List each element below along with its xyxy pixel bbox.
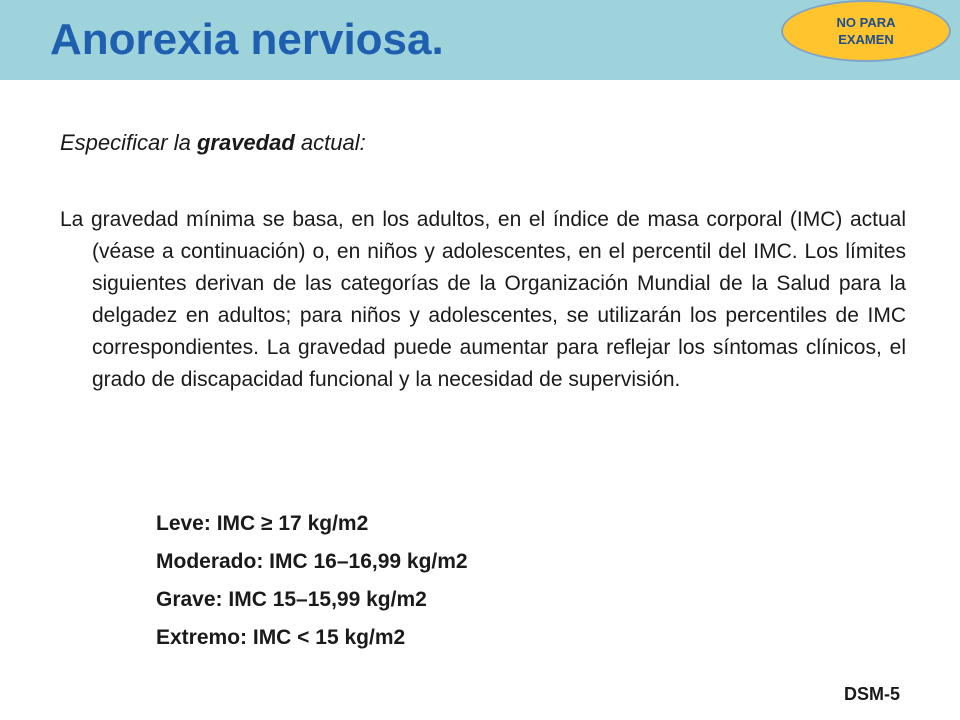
badge-label: NO PARA EXAMEN xyxy=(836,15,896,47)
severity-levels-list xyxy=(156,505,468,657)
source-label: DSM-5 xyxy=(843,684,900,704)
severity-level-moderate: Moderado: IMC 16–16,99 kg/m2 xyxy=(156,550,468,573)
severity-level-severe: Grave: IMC 15–15,99 kg/m2 xyxy=(156,588,427,611)
not-for-exam-badge xyxy=(781,0,951,62)
subheading-prefix: Especificar la xyxy=(60,130,197,155)
severity-level-mild: Leve: IMC ≥ 17 kg/m2 xyxy=(156,512,369,535)
subheading-emphasis: gravedad xyxy=(196,130,295,155)
subheading-suffix: actual: xyxy=(294,130,366,155)
severity-level-extreme: Extremo: IMC < 15 kg/m2 xyxy=(156,626,406,649)
severity-description-paragraph: La gravedad mínima se basa, en los adultos, en el índice de masa corporal (IMC) actual (véase a continuación) o, en niños y adolescentes, en el percentil del IMC. Los límites siguientes derivan de las categorías de la Organización Mundial de la Salud para la delgadez en adultos; para niños y adolescentes, se utilizarán los percentiles de IMC correspondientes. La gravedad puede aumentar para reflejar los síntomas clínicos, el grado de discapacidad funcional y la necesidad de supervisión. xyxy=(60,208,906,391)
slide-title: Anorexia nerviosa. xyxy=(50,15,444,64)
severity-subheading xyxy=(60,128,366,158)
